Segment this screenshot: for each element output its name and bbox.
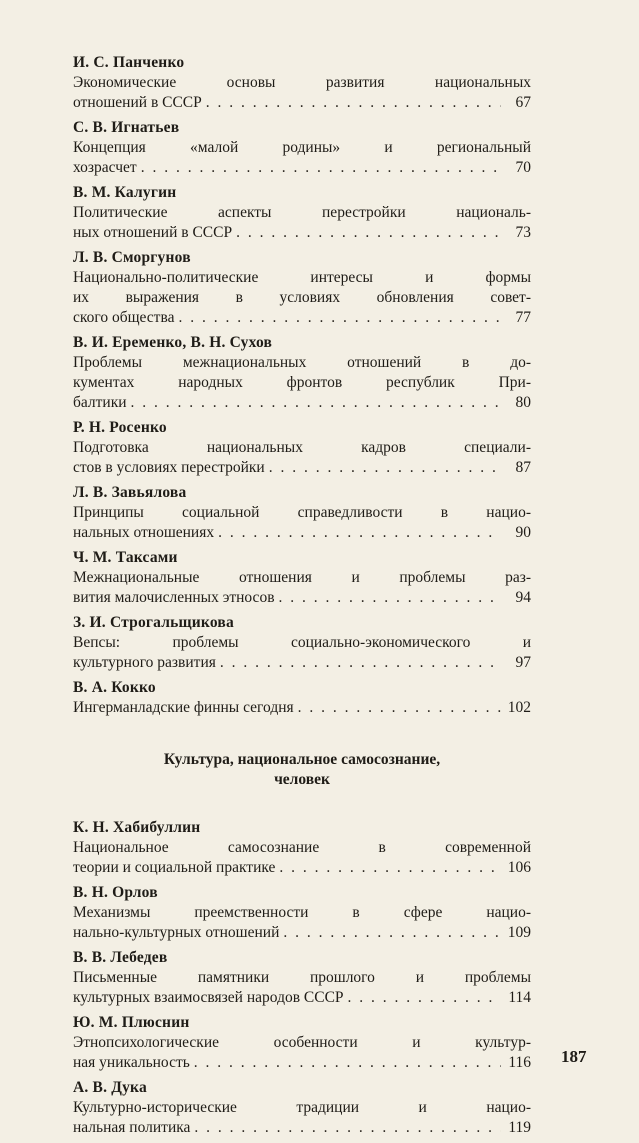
toc-entry-author: Ч. М. Таксами [73,549,178,566]
toc-entry-page: 97 [515,654,531,671]
toc-entry-final-line [73,588,531,608]
dot-leader [206,93,501,113]
toc-entry-author: Л. В. Сморгунов [73,249,191,266]
toc-entry-page: 94 [515,589,531,606]
toc-entry-title-end: вития малочисленных этносов [73,589,275,606]
toc-entry [73,418,531,478]
toc-entry-title-line: Экономические основы развития национальных [73,74,531,91]
page-number: 187 [561,1047,587,1066]
toc-entry-title-line: Межнациональные отношения и проблемы раз- [73,569,531,586]
toc-entry-title-line: кументах народных фронтов республик При- [73,374,531,391]
section-heading-line-2: человек [274,771,330,788]
toc-entry-page: 102 [507,699,531,716]
toc-entry [73,1013,531,1073]
toc-entry-final-line [73,523,531,543]
toc-entry-final-line [73,158,531,178]
toc-entry-title-line: Принципы социальной справедливости в нацио- [73,504,531,521]
toc-entry-author: В. В. Лебедев [73,949,168,966]
toc-entry-author: Ю. М. Плюснин [73,1014,190,1031]
toc-entry-title-line: Концепция «малой родины» и региональный [73,139,531,156]
dot-leader [218,523,501,543]
toc-entry-title-end: стов в условиях перестройки [73,459,265,476]
toc-entry [73,613,531,673]
toc-entry-title-end: теории и социальной практике [73,859,276,876]
toc-entries-top [73,53,531,718]
toc-entry-final-line [73,923,531,943]
toc-entry-page: 70 [515,159,531,176]
toc-entry-page: 109 [507,924,531,941]
toc-entry-title-line: Национальное самосознание в современной [73,839,531,856]
toc-entry-title-line: их выражения в условиях обновления совет- [73,289,531,306]
toc-entry-final-line [73,393,531,413]
toc-entry [73,333,531,413]
toc-entry [73,1078,531,1138]
dot-leader [220,653,501,673]
toc-entry-page: 67 [515,94,531,111]
dot-leader [279,858,501,878]
toc-entry [73,818,531,878]
toc-entry [73,948,531,1008]
dot-leader [283,923,501,943]
toc-entry-title-end: нальная политика [73,1119,191,1136]
dot-leader [178,308,501,328]
toc-entry [73,678,531,718]
toc-entry-page: 77 [515,309,531,326]
toc-entry-title-line: Культурно-исторические традиции и нацио- [73,1099,531,1116]
toc-entry-title-end: ная уникальность [73,1054,190,1071]
dot-leader [348,988,501,1008]
toc-entry-page: 114 [508,989,531,1006]
toc-entry [73,883,531,943]
dot-leader [298,698,501,718]
toc-entry-final-line [73,223,531,243]
toc-entry-page: 90 [515,524,531,541]
toc-entry-title-end: Ингерманладские финны сегодня [73,699,294,716]
dot-leader [194,1053,501,1073]
dot-leader [236,223,501,243]
dot-leader [131,393,501,413]
toc-entry-author: А. В. Дука [73,1079,147,1096]
toc-entry-author: Р. Н. Росенко [73,419,167,436]
toc-entry-final-line [73,308,531,328]
section-heading-line-1: Культура, национальное самосознание, [163,751,441,768]
toc-entry-title-line: Механизмы преемственности в сфере нацио- [73,904,531,921]
toc-entry-title-line: Национально-политические интересы и формы [73,269,531,286]
dot-leader [141,158,501,178]
toc-entry-title-line: Подготовка национальных кадров специали- [73,439,531,456]
dot-leader [194,1118,501,1138]
toc-entry-author: К. Н. Хабибуллин [73,819,201,836]
toc-entry-final-line [73,1053,531,1073]
toc-entry [73,53,531,113]
toc-entry-title-end: ского общества [73,309,175,326]
toc-entry-page: 119 [508,1119,531,1136]
dot-leader [279,588,501,608]
toc-entry-title-end: отношений в СССР [73,94,202,111]
toc-entry-title-end: нально-культурных отношений [73,924,280,941]
toc-entry-final-line [73,698,531,718]
toc-entry-author: В. М. Калугин [73,184,177,201]
toc-entry-author: С. В. Игнатьев [73,119,180,136]
toc-entry-title-end: нальных отношениях [73,524,215,541]
toc-entry [73,183,531,243]
section-heading [73,750,531,790]
toc-entry-title-end: хозрасчет [73,159,137,176]
toc-entry-title-line: Проблемы межнациональных отношений в до- [73,354,531,371]
toc-entry-title-line: Политические аспекты перестройки националь- [73,204,531,221]
toc-entry-author: З. И. Строгальщикова [73,614,234,631]
toc-entry-page: 116 [508,1054,531,1071]
toc-entry-title-end: балтики [73,394,127,411]
toc-entry-page: 106 [507,859,531,876]
toc-entry-final-line [73,858,531,878]
toc-entry-page: 80 [515,394,531,411]
toc-entry-final-line [73,988,531,1008]
toc-entry-final-line [73,1118,531,1138]
toc-entry [73,248,531,328]
toc-entry-title-line: Письменные памятники прошлого и проблемы [73,969,531,986]
table-of-contents [73,53,531,1143]
toc-entry-final-line [73,653,531,673]
toc-entry [73,118,531,178]
toc-entry-author: И. С. Панченко [73,54,185,71]
toc-entry-title-line: Этнопсихологические особенности и культур- [73,1034,531,1051]
toc-entry [73,483,531,543]
toc-entry-title-end: культурных взаимосвязей народов СССР [73,989,344,1006]
toc-entry-author: В. И. Еременко, В. Н. Сухов [73,334,273,351]
toc-entries-bottom [73,818,531,1138]
toc-entry-final-line [73,93,531,113]
toc-entry [73,548,531,608]
toc-entry-author: В. Н. Орлов [73,884,158,901]
toc-entry-author: Л. В. Завьялова [73,484,187,501]
toc-entry-final-line [73,458,531,478]
toc-entry-title-end: культурного развития [73,654,216,671]
toc-entry-title-end: ных отношений в СССР [73,224,233,241]
dot-leader [269,458,501,478]
toc-entry-author: В. А. Кокко [73,679,156,696]
toc-entry-page: 87 [515,459,531,476]
toc-entry-page: 73 [515,224,531,241]
toc-entry-title-line: Вепсы: проблемы социально-экономического и [73,634,531,651]
